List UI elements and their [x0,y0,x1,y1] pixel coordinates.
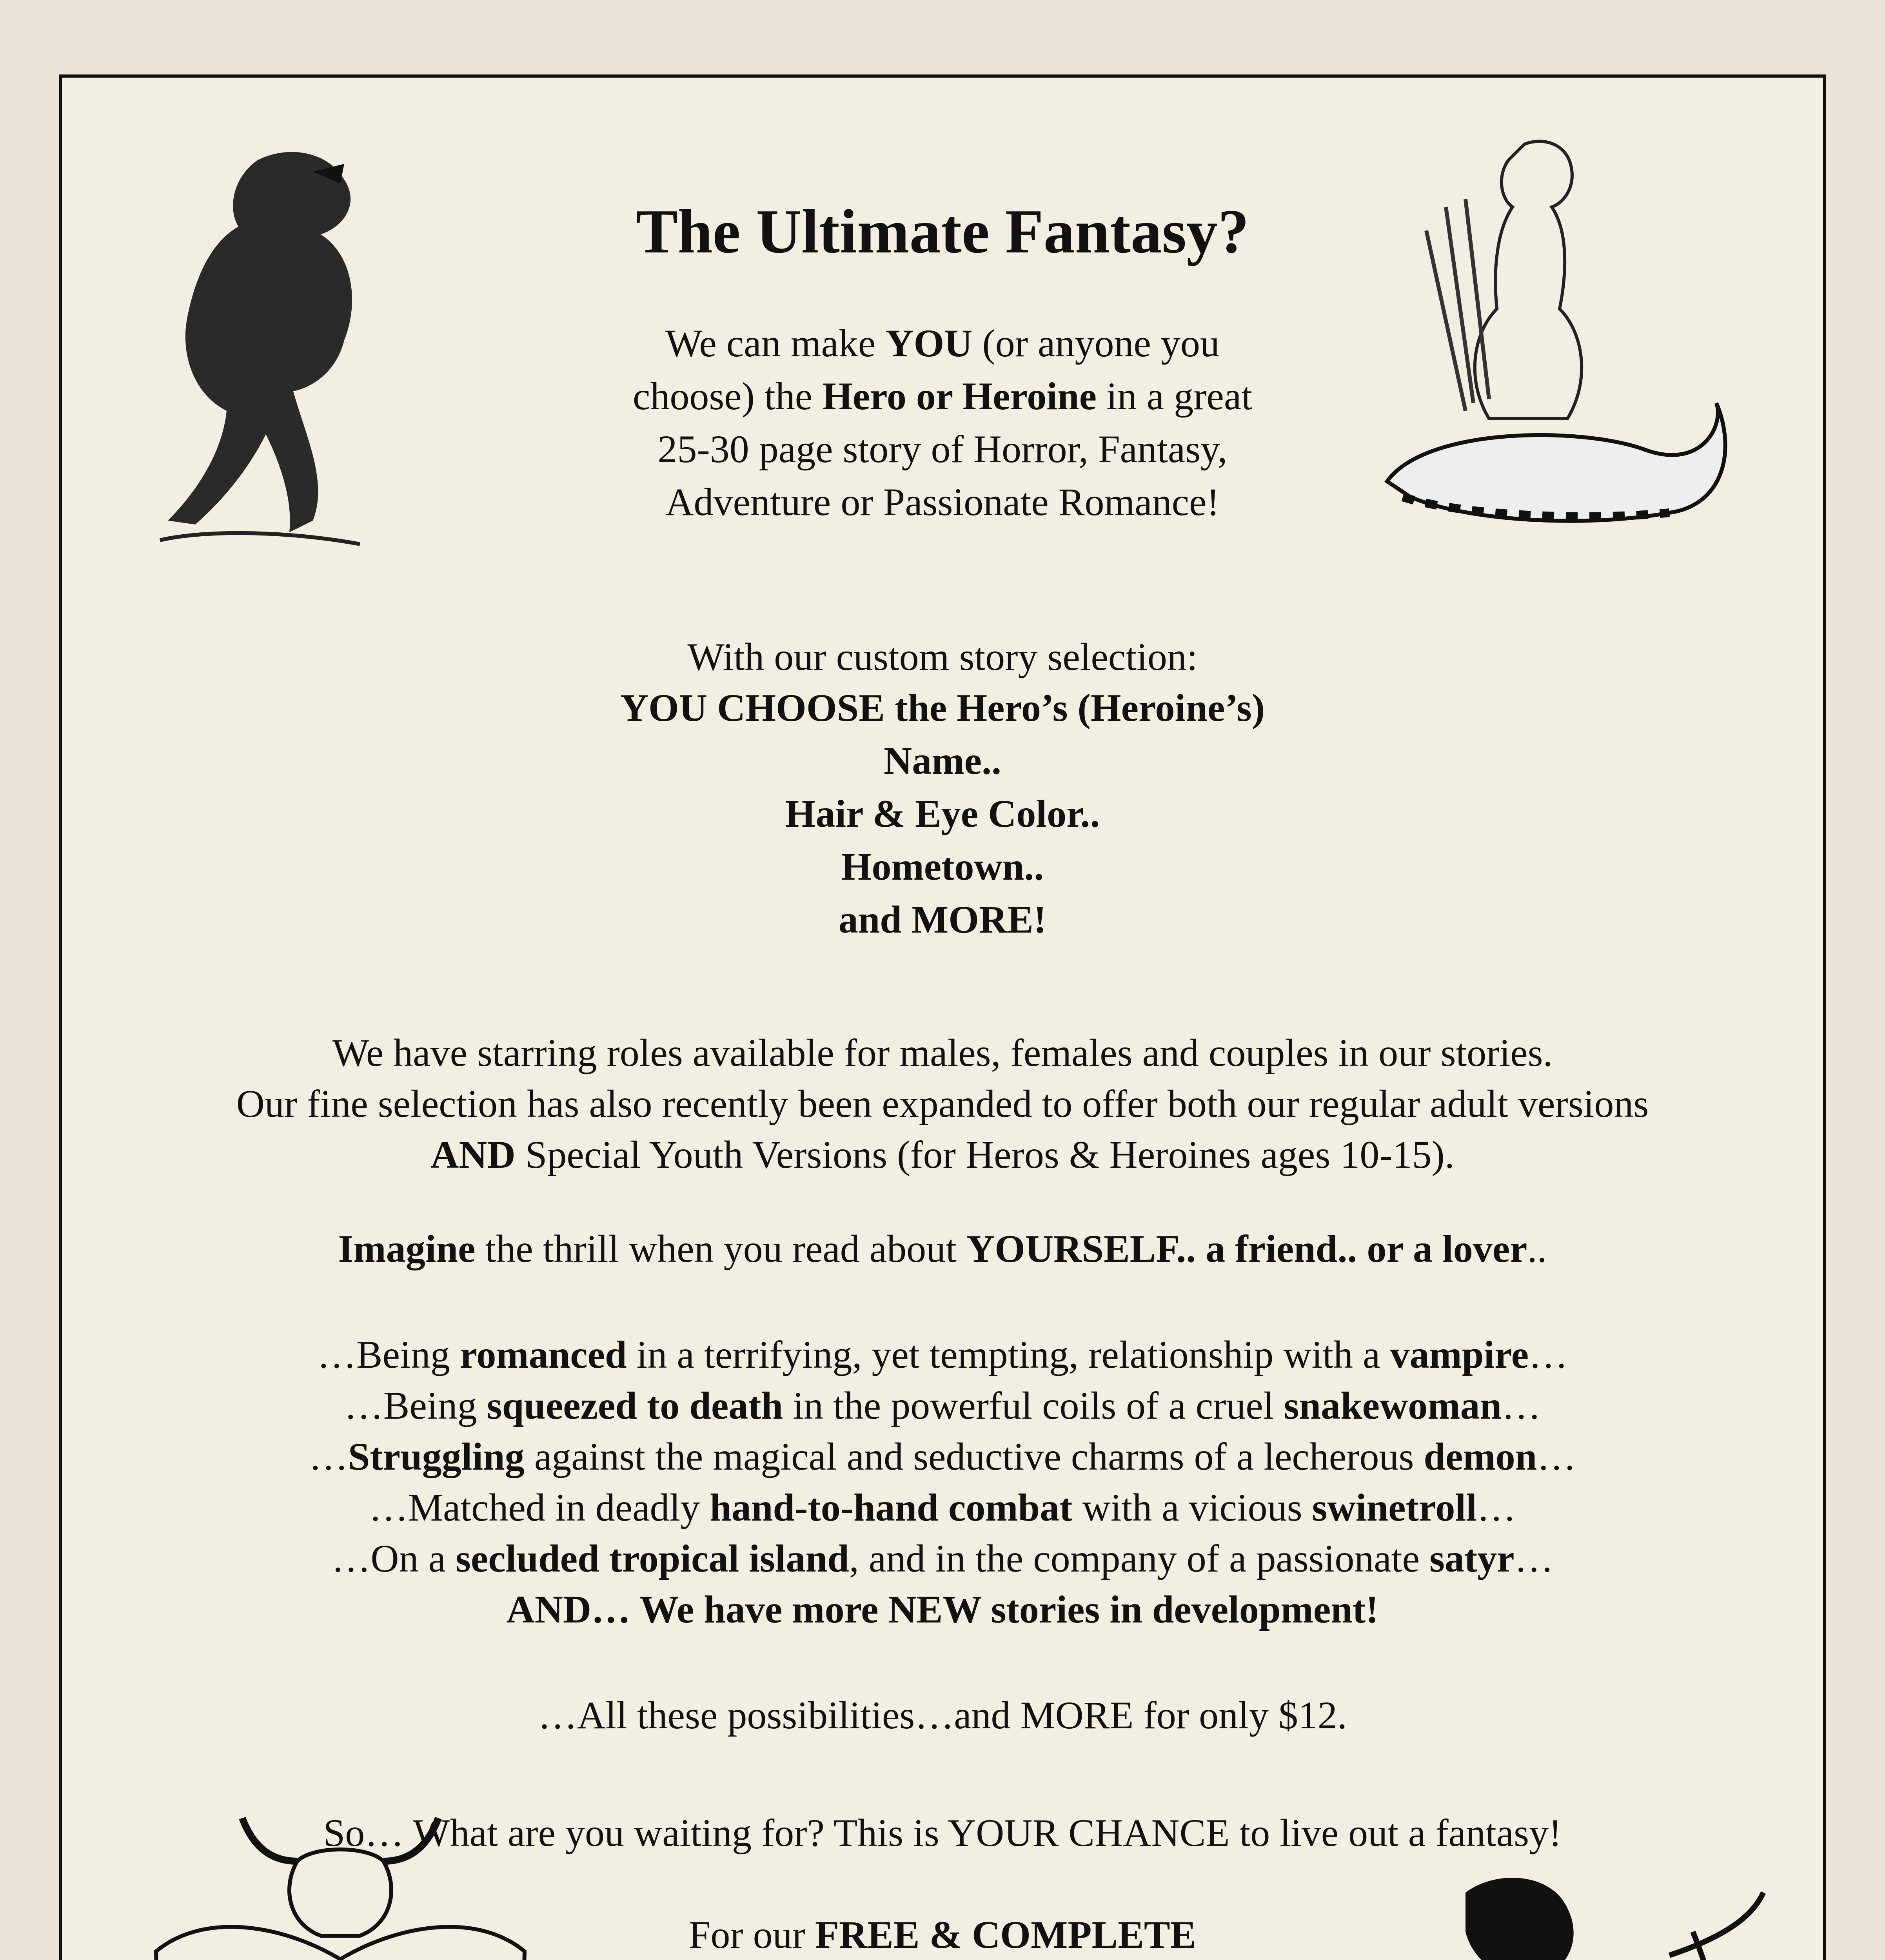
story-text: in the powerful coils of a cruel [783,1384,1284,1427]
price-line: …All these possibilities…and MORE for only $12. [538,1693,1347,1737]
story-text: …Being [344,1384,487,1427]
ad-content [62,78,1823,1960]
story-text: , and in the company of a passionate [849,1537,1429,1580]
roles-line-text: Special Youth Versions (for Heros & Heroines ages 10-15). [515,1133,1455,1176]
intro-line-text: Adventure or Passionate Romance! [665,480,1220,524]
contact-line [62,1912,1823,1957]
story-text: … [309,1435,348,1478]
story-line [62,1434,1823,1479]
story-text: …On a [331,1537,456,1580]
story-text: …Matched in deadly [369,1486,710,1529]
story-text: … [1502,1384,1541,1427]
story-text: AND… We have more NEW stories in development! [506,1588,1379,1631]
roles-line [62,1081,1823,1126]
story-text: romanced [459,1333,627,1376]
story-text: … [1537,1435,1576,1478]
imagine-text: .. [1527,1227,1547,1270]
story-line [62,1383,1823,1428]
story-text: swinetroll [1312,1486,1477,1529]
intro-line-text: We can make [665,321,886,365]
contact-line-text: For our [688,1913,815,1956]
roles-line [62,1030,1823,1075]
story-text: … [1476,1486,1516,1529]
story-text: secluded tropical island [456,1537,849,1580]
story-line [62,1587,1823,1632]
story-text: demon [1424,1435,1537,1478]
chance-line: So… What are you waiting for? This is YOUR CHANCE to live out a fantasy! [323,1811,1562,1855]
imagine-line [62,1226,1823,1271]
story-text: vampire [1390,1333,1529,1376]
story-text: satyr [1429,1537,1515,1580]
intro-line-bold-text: YOU [885,321,973,365]
imagine-text: YOURSELF.. a friend.. or a lover [966,1227,1527,1270]
story-text: snakewoman [1284,1384,1502,1427]
roles-line-text: Our fine selection has also recently been expanded to offer both our regular adult versions [236,1082,1649,1125]
choose-item: and MORE! [838,898,1047,941]
story-text: against the magical and seductive charms of a lecherous [524,1435,1424,1478]
imagine-text: the thrill when you read about [475,1227,966,1270]
story-text: Struggling [348,1435,525,1478]
story-text: squeezed to death [487,1384,783,1427]
roles-line [62,1132,1823,1177]
intro-line [62,479,1823,524]
contact-line-bold-text: FREE & COMPLETE [815,1913,1197,1956]
story-text: hand-to-hand combat [710,1486,1073,1529]
choose-item: Hometown.. [841,845,1044,888]
roles-line-bold-text: AND [430,1133,516,1176]
ad-frame [59,74,1826,1960]
story-text: in a terrifying, yet tempting, relationship with a [627,1333,1390,1376]
story-line [62,1536,1823,1581]
roles-line-text: We have starring roles available for males, females and couples in our stories. [332,1031,1553,1074]
story-text: … [1529,1333,1568,1376]
intro-line [62,426,1823,472]
intro-line-text: in a great [1096,374,1253,418]
imagine-text: Imagine [338,1227,476,1270]
choose-item: Name.. [884,739,1001,782]
story-line [62,1332,1823,1377]
intro-line [62,321,1823,366]
selection-intro: With our custom story selection: [687,635,1198,679]
choose-item: Hair & Eye Color.. [785,792,1100,835]
choose-item: YOU CHOOSE the Hero’s (Heroine’s) [620,686,1265,730]
ad-title: The Ultimate Fantasy? [636,196,1249,266]
story-line [62,1485,1823,1530]
intro-line-text: choose) the [632,374,823,418]
intro-line-text: 25-30 page story of Horror, Fantasy, [657,427,1228,471]
story-text: … [1514,1537,1554,1580]
story-text: …Being [317,1333,460,1376]
intro-line [62,374,1823,419]
story-text: with a vicious [1072,1486,1312,1529]
intro-line-text: (or anyone you [972,321,1220,365]
intro-line-bold-text: Hero or Heroine [822,374,1097,418]
